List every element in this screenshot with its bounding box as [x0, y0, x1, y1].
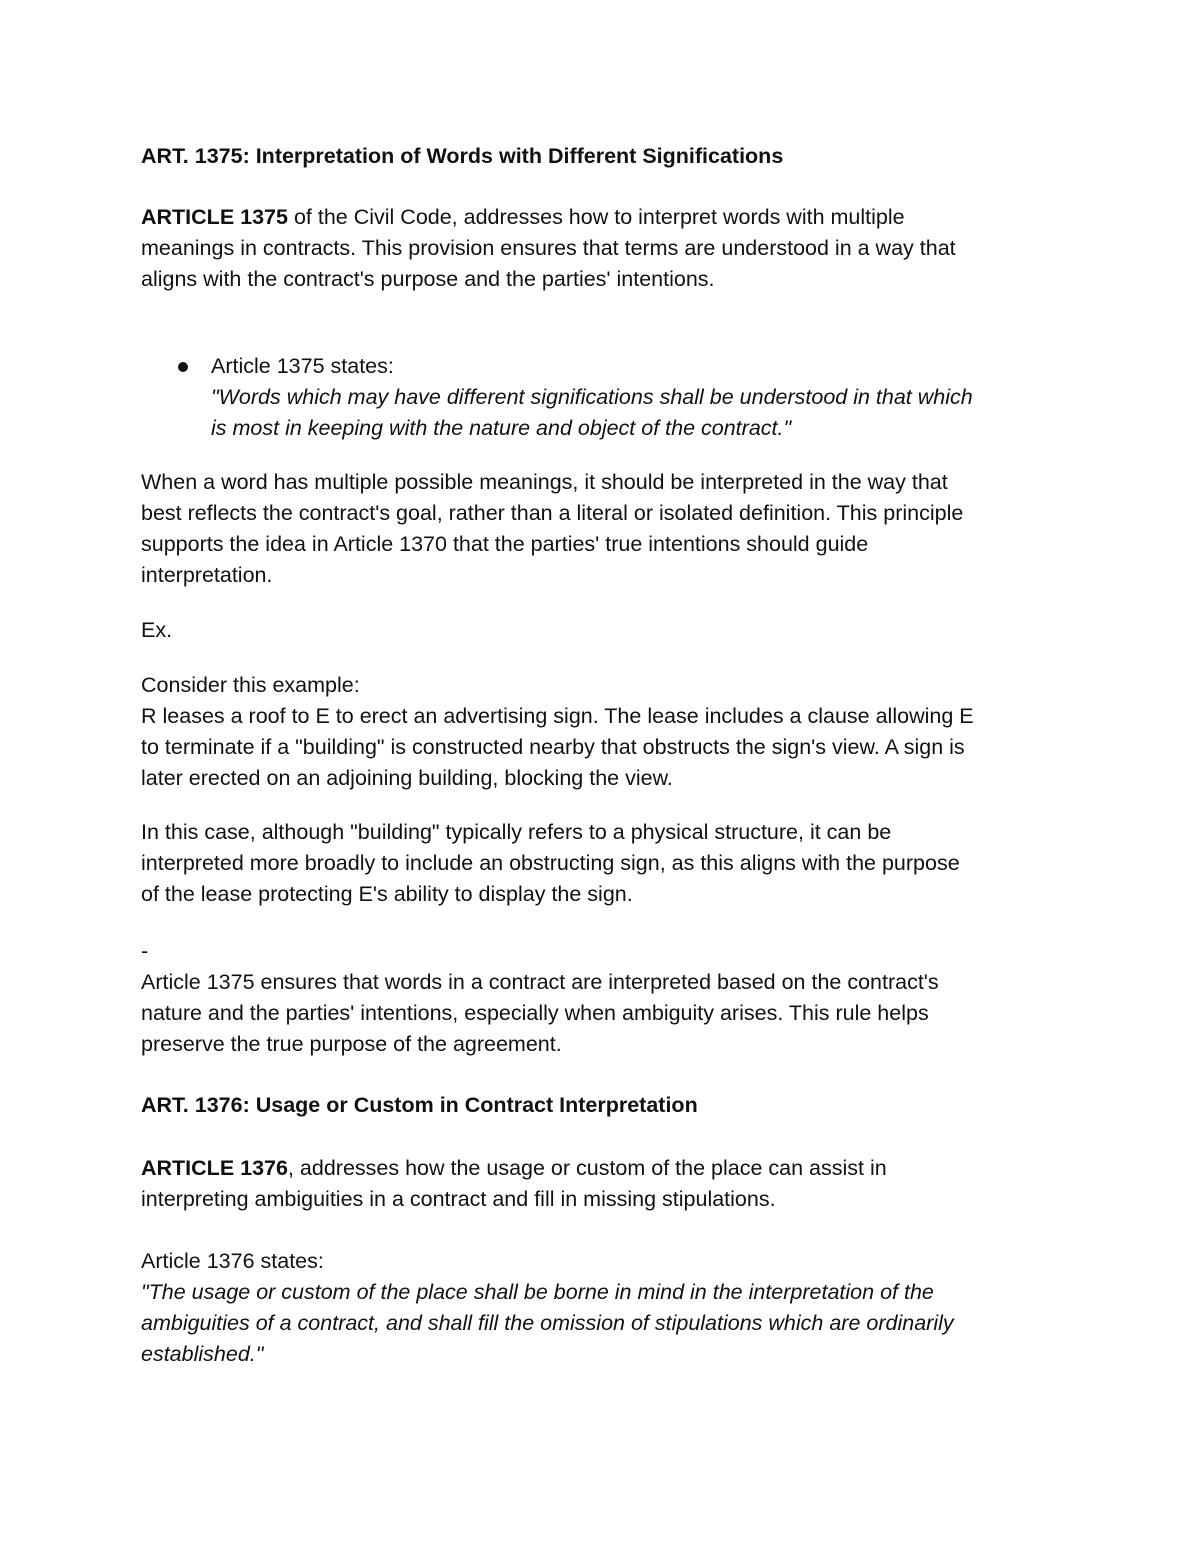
quote-line: "The usage or custom of the place shall be borne in mind in the interpretation of the: [141, 1280, 934, 1304]
paragraph-line: When a word has multiple possible meanings, it should be interpreted in the way that: [141, 470, 948, 494]
paragraph-line: of the Civil Code, addresses how to interpret words with multiple: [287, 205, 905, 229]
quote-line: "Words which may have different significations shall be understood in that which: [211, 385, 973, 409]
paragraph-line: interpreted more broadly to include an obstructing sign, as this aligns with the purpose: [141, 851, 960, 875]
heading-art-1375: ART. 1375: Interpretation of Words with Different Significations: [141, 144, 784, 168]
paragraph-line: best reflects the contract's goal, rather than a literal or isolated definition. This principle: [141, 501, 964, 525]
article-1376-label: ARTICLE 1376: [141, 1156, 288, 1180]
quote-line: ambiguities of a contract, and shall fill the omission of stipulations which are ordinarily: [141, 1311, 954, 1335]
example-label: Ex.: [141, 618, 173, 642]
paragraph-line: preserve the true purpose of the agreement.: [141, 1032, 562, 1056]
paragraph-line: interpretation.: [141, 563, 273, 587]
paragraph-article-1376-quote: [141, 1246, 1061, 1370]
paragraph-line: aligns with the contract's purpose and the parties' intentions.: [141, 267, 715, 291]
article-1375-label: ARTICLE 1375: [141, 205, 288, 229]
paragraph-article-1376-intro: [141, 1153, 1061, 1215]
paragraph-article-1375-intro: [141, 202, 1061, 295]
paragraph-line: to terminate if a "building" is constructed nearby that obstructs the sign's view. A sign is: [141, 735, 965, 759]
paragraph-example: [141, 670, 1061, 794]
separator-dash: -: [141, 939, 149, 963]
bullet-label: Article 1375 states:: [211, 354, 394, 378]
paragraph-line: nature and the parties' intentions, especially when ambiguity arises. This rule helps: [141, 1001, 929, 1025]
heading-art-1376: ART. 1376: Usage or Custom in Contract Interpretation: [141, 1093, 698, 1117]
paragraph-line: In this case, although "building" typically refers to a physical structure, it can be: [141, 820, 892, 844]
paragraph-line: supports the idea in Article 1370 that the parties' true intentions should guide: [141, 532, 869, 556]
bullet-article-1375-quote: [211, 351, 1071, 444]
paragraph-line: of the lease protecting E's ability to display the sign.: [141, 882, 633, 906]
paragraph-line: Consider this example:: [141, 673, 360, 697]
paragraph-line: R leases a roof to E to erect an advertising sign. The lease includes a clause allowing E: [141, 704, 974, 728]
paragraph-line: Article 1375 ensures that words in a contract are interpreted based on the contract's: [141, 970, 939, 994]
paragraph-case-analysis: [141, 817, 1061, 910]
quote-label: Article 1376 states:: [141, 1249, 324, 1273]
quote-line: is most in keeping with the nature and object of the contract.": [211, 416, 792, 440]
paragraph-interpretation: [141, 467, 1061, 591]
paragraph-line: later erected on an adjoining building, blocking the view.: [141, 766, 673, 790]
bullet-icon: [178, 362, 188, 372]
paragraph-line: meanings in contracts. This provision ensures that terms are understood in a way that: [141, 236, 956, 260]
quote-line: established.": [141, 1342, 264, 1366]
paragraph-line: , addresses how the usage or custom of the place can assist in: [287, 1156, 887, 1180]
paragraph-line: interpreting ambiguities in a contract and fill in missing stipulations.: [141, 1187, 776, 1211]
paragraph-summary: [141, 967, 1061, 1060]
